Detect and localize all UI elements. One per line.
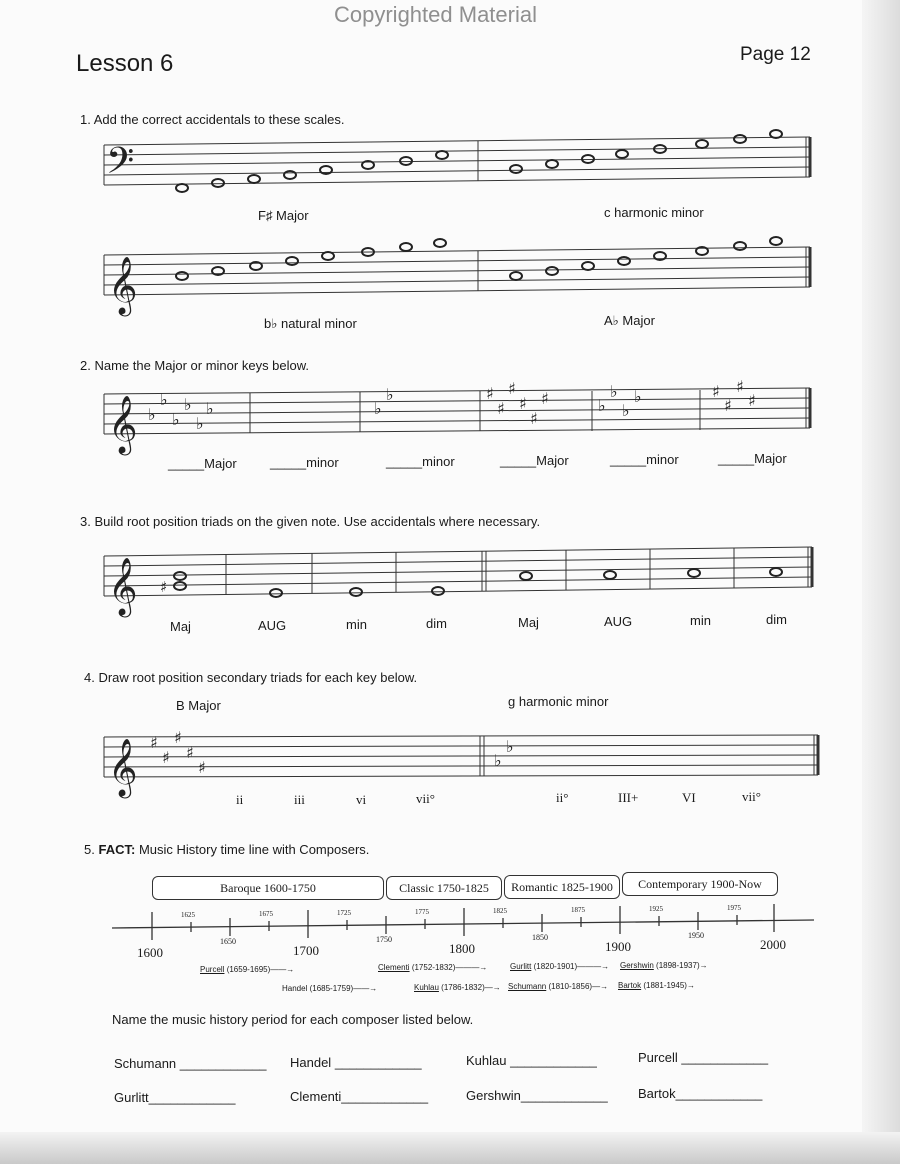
- answer-blank[interactable]: ____________: [510, 1053, 597, 1068]
- q4-instruction: 4. Draw root position secondary triads for each key below.: [84, 670, 418, 685]
- q1-label: c harmonic minor: [604, 205, 704, 220]
- composer-entry-gershwin: Gershwin (1898-1937)→: [620, 961, 708, 970]
- period-box-classic: Classic 1750-1825: [386, 876, 502, 900]
- q2-answer[interactable]: [168, 456, 237, 471]
- q3-instruction: 3. Build root position triads on the given note. Use accidentals where necessary.: [80, 514, 541, 529]
- svg-text:♯: ♯: [486, 384, 494, 403]
- q1-label: A♭ Major: [604, 313, 655, 328]
- q3-label: min: [346, 617, 367, 632]
- year-label-small: 1750: [376, 935, 392, 944]
- svg-text:♭: ♭: [610, 382, 618, 401]
- composer-answer-gurlitt[interactable]: Gurlitt____________: [114, 1090, 236, 1105]
- answer-blank[interactable]: ____________: [681, 1050, 769, 1065]
- composer-answer-schumann[interactable]: Schumann ____________: [114, 1056, 267, 1071]
- svg-text:♯: ♯: [186, 743, 194, 762]
- svg-text:♯: ♯: [497, 399, 505, 418]
- q1-staff-1: [104, 137, 810, 185]
- answer-blank[interactable]: _____: [270, 455, 307, 470]
- q3-label: Maj: [518, 615, 539, 630]
- q3-staff: [104, 547, 812, 596]
- composer-answer-purcell[interactable]: Purcell ____________: [638, 1050, 769, 1065]
- composer-entry-clementi: Clementi (1752-1832)———→: [378, 963, 488, 972]
- page-number: Page 12: [740, 44, 811, 65]
- answer-blank[interactable]: _____: [168, 456, 205, 471]
- svg-text:♯: ♯: [519, 394, 527, 413]
- answer-blank[interactable]: ____________: [334, 1055, 422, 1070]
- year-label: 1900: [605, 939, 631, 954]
- svg-text:♯: ♯: [530, 409, 538, 428]
- key-type: minor: [422, 454, 455, 469]
- q5-instruction: Music History time line with Composers.: [138, 842, 370, 857]
- svg-text:♯: ♯: [174, 728, 182, 747]
- lesson-title: Lesson 6: [76, 50, 174, 77]
- q3-label: AUG: [258, 618, 287, 633]
- svg-text:♭: ♭: [506, 737, 514, 756]
- composer-entry-kuhlau: Kuhlau (1786-1832)—→: [414, 983, 501, 992]
- q3-label: Maj: [170, 619, 191, 634]
- q1-label: F♯ Major: [258, 208, 309, 223]
- year-label: 2000: [760, 937, 786, 952]
- treble-clef-icon: 𝄞: [108, 557, 138, 615]
- svg-text:♯: ♯: [508, 379, 516, 398]
- answer-blank[interactable]: _____: [718, 451, 755, 466]
- treble-clef-icon: 𝄞: [108, 738, 138, 796]
- svg-text:♭: ♭: [494, 751, 502, 770]
- q1-instruction: 1. Add the correct accidentals to these scales.: [80, 112, 345, 127]
- svg-text:♭: ♭: [196, 414, 204, 433]
- answer-blank[interactable]: _____: [386, 454, 423, 469]
- treble-clef-icon: 𝄞: [108, 395, 138, 453]
- timeline: [112, 904, 814, 940]
- q3-label: AUG: [604, 614, 633, 629]
- q5-number: 5.: [84, 842, 95, 857]
- answer-blank[interactable]: ____________: [148, 1090, 236, 1105]
- period-box-romantic: Romantic 1825-1900: [504, 875, 620, 899]
- svg-text:♯: ♯: [748, 391, 756, 410]
- year-label-tiny: 1975: [727, 904, 741, 912]
- key-type: Major: [754, 451, 787, 466]
- composer-answer-gershwin[interactable]: Gershwin____________: [466, 1088, 608, 1103]
- roman-numeral: ii: [236, 792, 244, 807]
- q4-key-signatures: [150, 728, 514, 777]
- composer-answer-clementi[interactable]: Clementi____________: [290, 1089, 429, 1104]
- svg-text:♭: ♭: [206, 399, 214, 418]
- q2-key-signatures: [148, 377, 756, 433]
- composer-answer-handel[interactable]: Handel ____________: [290, 1055, 422, 1070]
- q1-label: b♭ natural minor: [264, 316, 357, 331]
- composer-entry-schumann: Schumann (1810-1856)—→: [508, 982, 609, 991]
- year-label: 1600: [137, 945, 163, 960]
- q2-answer[interactable]: [718, 451, 787, 466]
- roman-numeral: VI: [682, 790, 696, 805]
- svg-text:♭: ♭: [172, 410, 180, 429]
- answer-blank[interactable]: ____________: [179, 1056, 267, 1071]
- composer-entry-bartok: Bartok (1881-1945)→: [618, 981, 695, 990]
- answer-blank[interactable]: ____________: [341, 1089, 429, 1104]
- answer-blank[interactable]: ____________: [675, 1086, 763, 1101]
- composer-answer-bartok[interactable]: Bartok____________: [638, 1086, 763, 1101]
- svg-text:♯: ♯: [150, 733, 158, 752]
- svg-text:♯: ♯: [198, 758, 206, 777]
- svg-text:♭: ♭: [160, 390, 168, 409]
- roman-numeral: iii: [294, 792, 305, 807]
- svg-text:♭: ♭: [148, 405, 156, 424]
- q4-staff: [104, 735, 818, 777]
- svg-text:♯: ♯: [712, 382, 720, 401]
- svg-text:♭: ♭: [374, 399, 382, 418]
- composer-entry-purcell: Purcell (1659-1695)——→: [200, 965, 295, 974]
- watermark: Copyrighted Material: [334, 2, 537, 27]
- svg-text:♭: ♭: [598, 396, 606, 415]
- key-type: minor: [306, 455, 339, 470]
- roman-numeral: vi: [356, 792, 367, 807]
- q2-instruction: 2. Name the Major or minor keys below.: [80, 358, 310, 373]
- roman-numeral: vii°: [742, 789, 761, 804]
- q5-question: Name the music history period for each composer listed below.: [112, 1012, 474, 1027]
- q4-key-label: B Major: [176, 698, 221, 713]
- year-label-small: 1950: [688, 931, 704, 940]
- svg-text:♯: ♯: [736, 377, 744, 396]
- svg-text:♭: ♭: [634, 387, 642, 406]
- key-type: minor: [646, 452, 679, 467]
- year-label-small: 1650: [220, 937, 236, 946]
- composer-entry-handel: Handel (1685-1759)——→: [282, 984, 378, 993]
- year-label-tiny: 1725: [337, 909, 351, 917]
- bass-clef-icon: 𝄢: [106, 140, 135, 191]
- q2-answer[interactable]: [386, 454, 455, 469]
- year-label-tiny: 1925: [649, 905, 663, 913]
- q4-key-label: g harmonic minor: [508, 694, 609, 709]
- answer-blank[interactable]: ____________: [520, 1088, 608, 1103]
- year-label: 1800: [449, 941, 475, 956]
- q2-answer[interactable]: [270, 455, 339, 470]
- year-label-tiny: 1625: [181, 911, 195, 919]
- year-label-small: 1850: [532, 933, 548, 942]
- roman-numeral: ii°: [556, 790, 569, 805]
- composer-entry-gurlitt: Gurlitt (1820-1901)———→: [510, 962, 610, 971]
- svg-text:♯: ♯: [724, 396, 732, 415]
- period-box-contemporary: Contemporary 1900-Now: [622, 872, 778, 896]
- year-label: 1700: [293, 943, 319, 958]
- key-type: Major: [536, 453, 569, 468]
- svg-text:♭: ♭: [184, 395, 192, 414]
- year-label-tiny: 1875: [571, 906, 585, 914]
- q5-heading: [84, 842, 369, 857]
- treble-clef-icon: 𝄞: [108, 256, 138, 314]
- q2-answer[interactable]: [610, 452, 679, 467]
- period-box-baroque: Baroque 1600-1750: [152, 876, 384, 900]
- q3-label: dim: [766, 612, 787, 627]
- q3-label: min: [690, 613, 711, 628]
- svg-text:♭: ♭: [622, 401, 630, 420]
- svg-text:♭: ♭: [386, 385, 394, 404]
- roman-numeral: vii°: [416, 791, 435, 806]
- q3-given-notes: [160, 568, 782, 597]
- year-label-tiny: 1675: [259, 910, 273, 918]
- svg-text:♯: ♯: [160, 578, 168, 596]
- q2-answer[interactable]: [500, 453, 569, 468]
- q3-label: dim: [426, 616, 447, 631]
- key-type: Major: [204, 456, 237, 471]
- svg-text:♯: ♯: [162, 748, 170, 767]
- composer-answer-kuhlau[interactable]: Kuhlau ____________: [466, 1053, 597, 1068]
- answer-blank[interactable]: _____: [500, 453, 537, 468]
- svg-text:♯: ♯: [541, 389, 549, 408]
- roman-numeral: III+: [618, 790, 639, 805]
- fact-label: FACT:: [98, 842, 136, 857]
- year-label-tiny: 1775: [415, 908, 429, 916]
- answer-blank[interactable]: _____: [610, 452, 647, 467]
- year-label-tiny: 1825: [493, 907, 507, 915]
